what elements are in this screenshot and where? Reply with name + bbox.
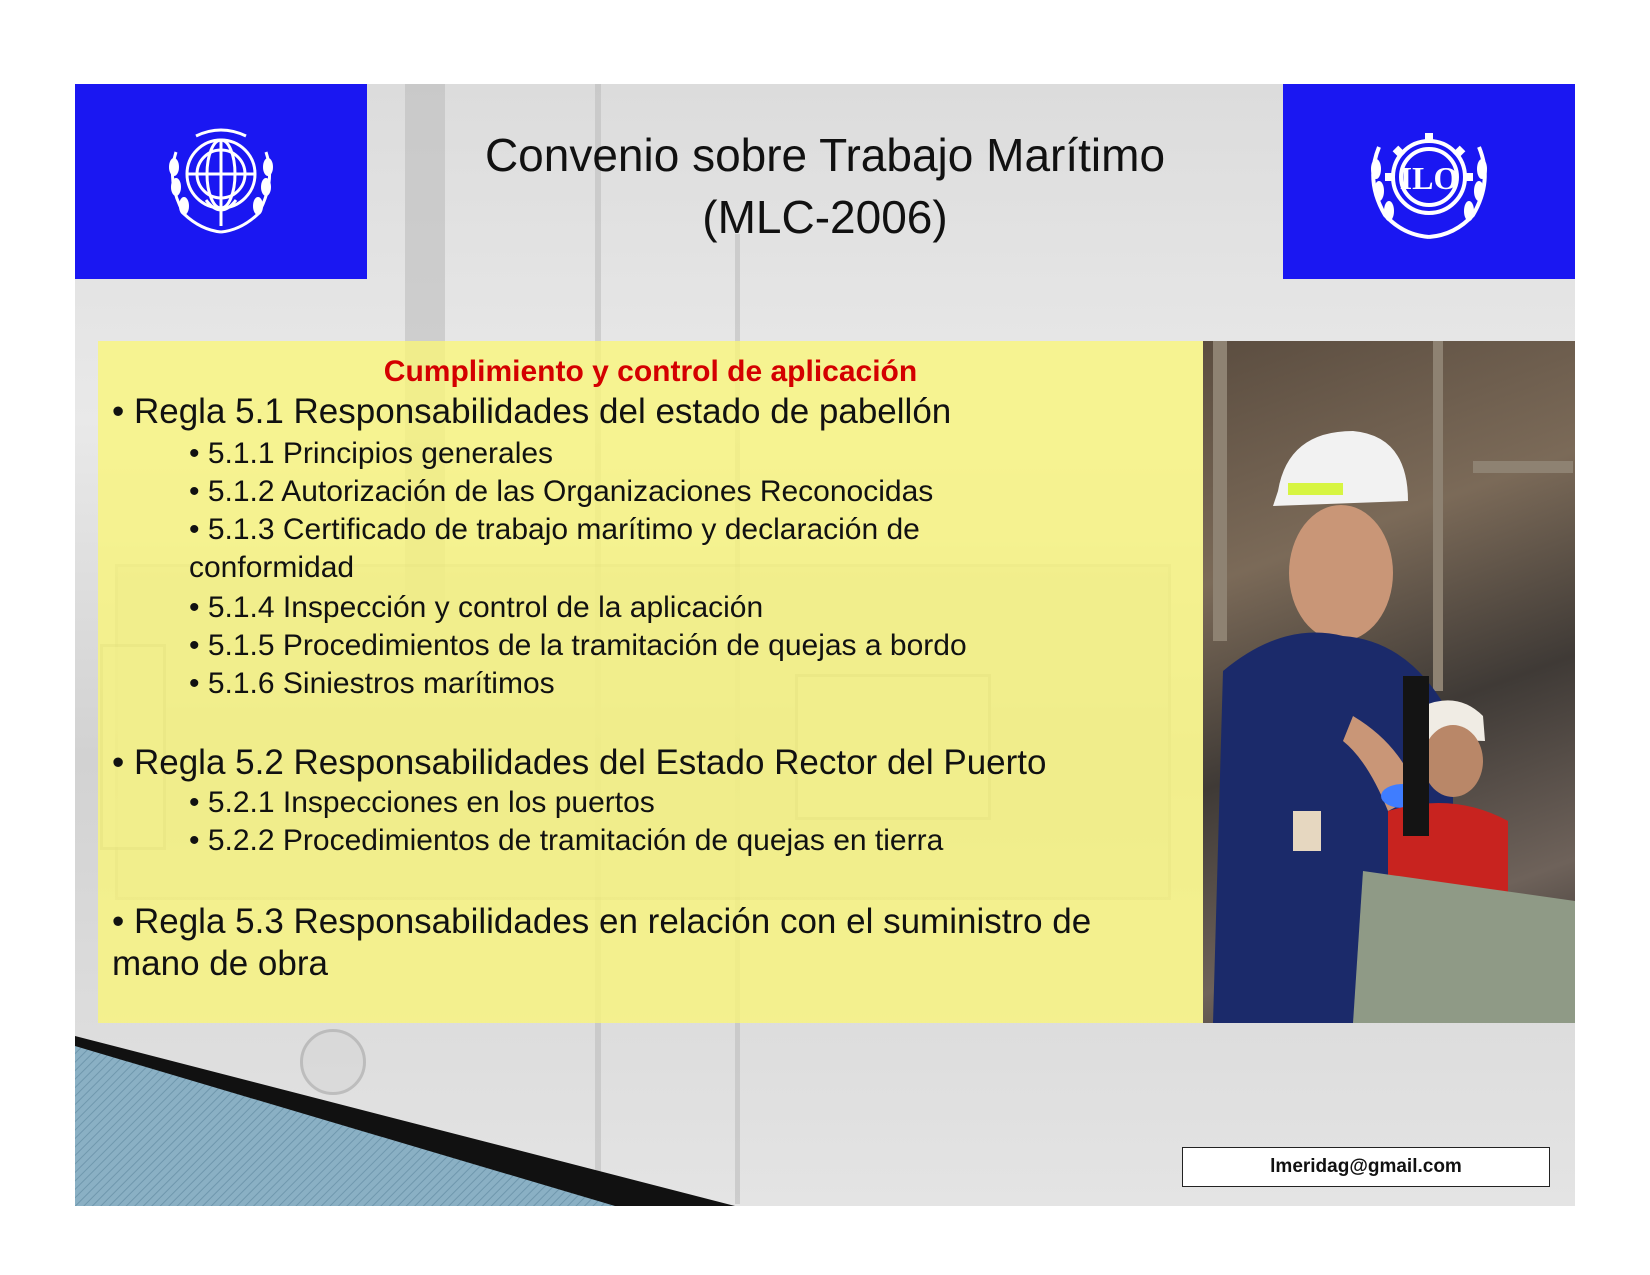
photo-people xyxy=(1203,341,1575,1023)
list-item: • 5.2.1 Inspecciones en los puertos xyxy=(189,786,655,819)
list-item: • 5.1.1 Principios generales xyxy=(189,437,554,470)
imo-emblem-icon xyxy=(156,122,286,242)
list-item: • 5.2.2 Procedimientos de tramitación de quejas en tierra xyxy=(189,824,944,857)
rule-5-3-continued: mano de obra xyxy=(112,944,328,983)
rule-5-2: • Regla 5.2 Responsabilidades del Estado Rector del Puerto xyxy=(112,743,1047,782)
list-item: • 5.1.3 Certificado de trabajo marítimo y declaración de xyxy=(189,513,920,546)
rule-5-1: • Regla 5.1 Responsabilidades del estado de pabellón xyxy=(112,392,952,431)
page-title xyxy=(375,124,1275,248)
inspector-photo xyxy=(1203,341,1575,1023)
content-panel xyxy=(98,341,1203,1023)
list-item: conformidad xyxy=(189,551,355,584)
decorative-wedge xyxy=(75,1036,735,1206)
rule-5-3: • Regla 5.3 Responsabilidades en relación con el suministro de xyxy=(112,902,1092,941)
title-line-1: Convenio sobre Trabajo Marítimo xyxy=(484,129,1166,181)
slide xyxy=(75,84,1575,1206)
imo-flag xyxy=(75,84,367,279)
list-item: • 5.1.2 Autorización de las Organizaciones Reconocidas xyxy=(189,475,934,508)
ilo-flag xyxy=(1283,84,1575,279)
list-item: • 5.1.5 Procedimientos de la tramitación de quejas a bordo xyxy=(189,629,967,662)
email-contact[interactable]: lmeridag@gmail.com xyxy=(1182,1147,1550,1187)
section-heading: Cumplimiento y control de aplicación xyxy=(383,355,918,388)
title-line-2: (MLC-2006) xyxy=(702,191,948,243)
list-item: • 5.1.6 Siniestros marítimos xyxy=(189,667,555,700)
ilo-emblem-icon xyxy=(1359,119,1499,244)
list-item: • 5.1.4 Inspección y control de la aplicación xyxy=(189,591,764,624)
ilo-emblem-text: ILO xyxy=(1399,160,1459,196)
